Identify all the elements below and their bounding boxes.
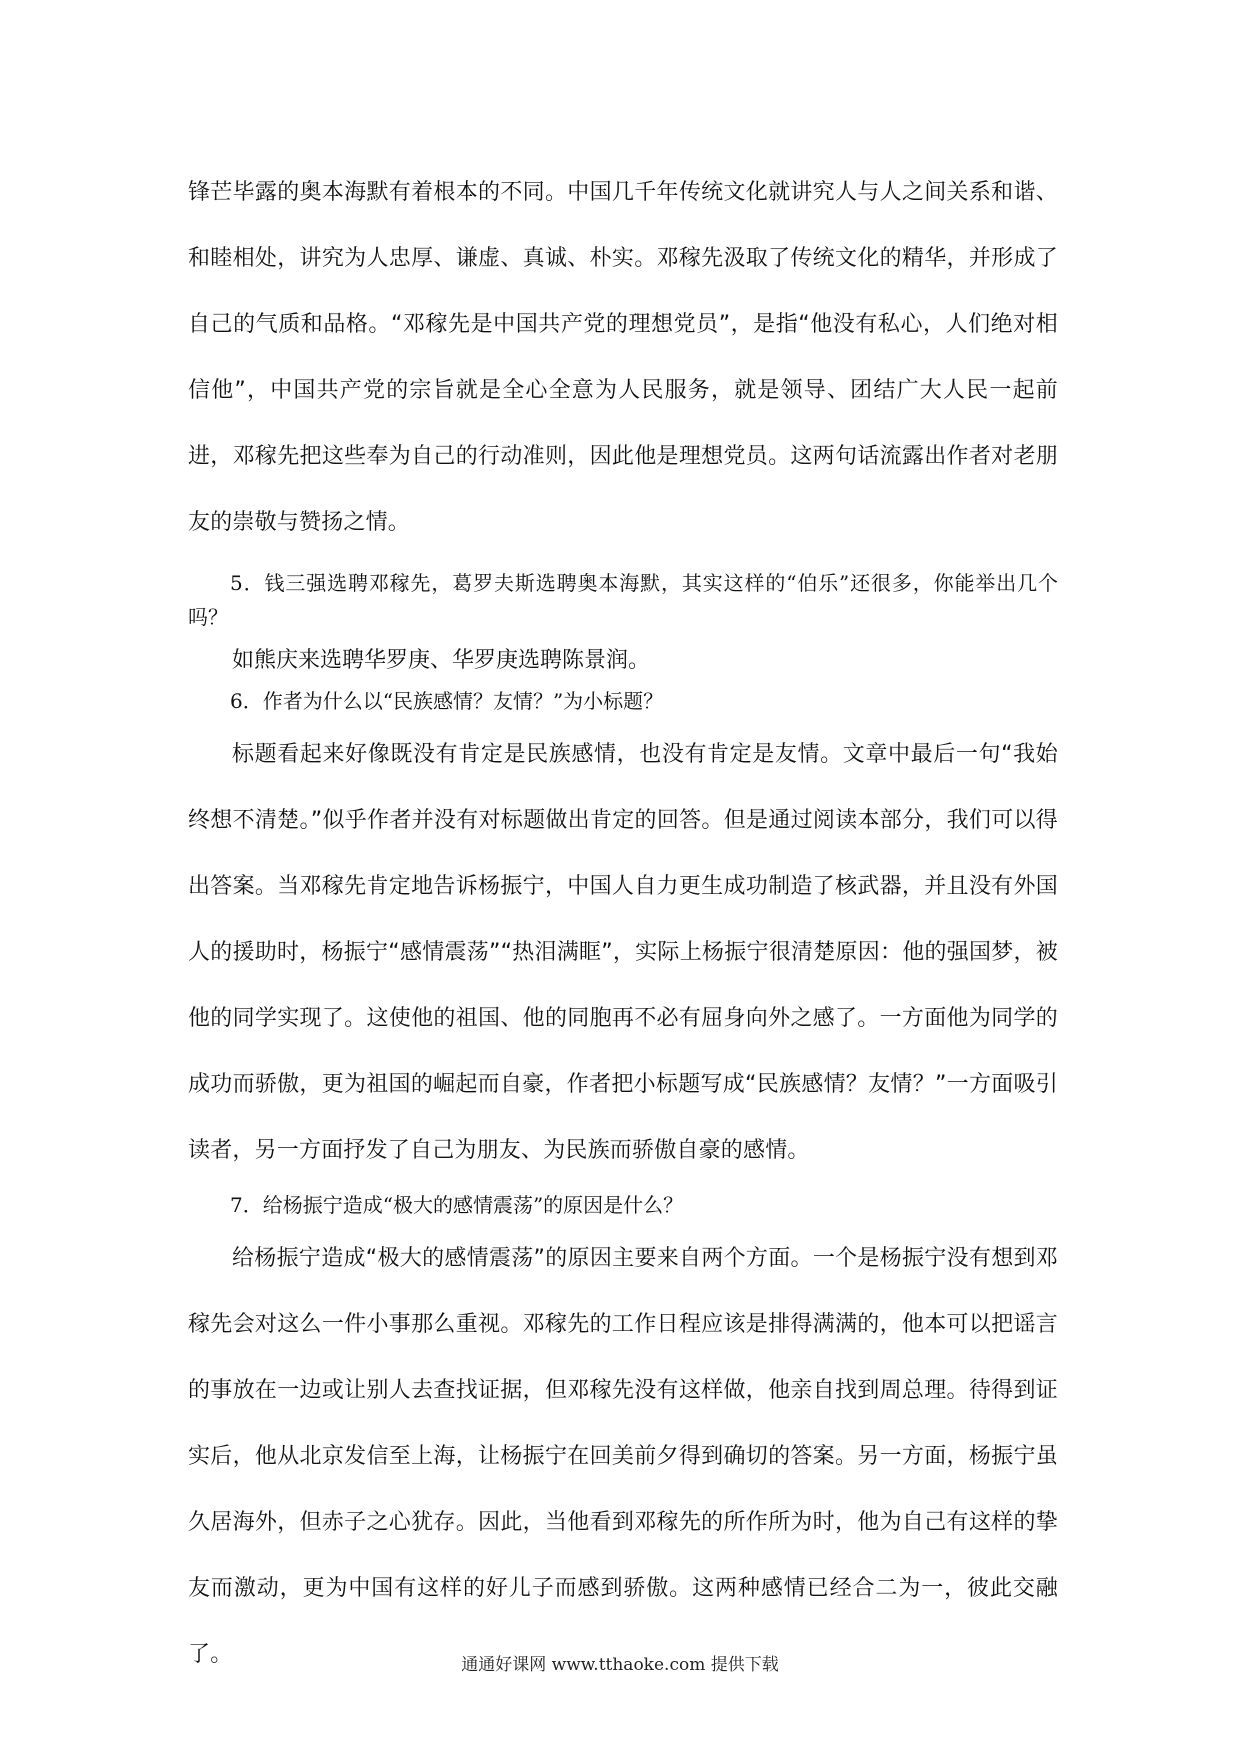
question-7: 7．给杨振宁造成“极大的感情震荡”的原因是什么？ xyxy=(230,1193,684,1217)
answer-5: 如熊庆来选聘华罗庚、华罗庚选聘陈景润。 xyxy=(232,648,651,673)
answer-7: 给杨振宁造成“极大的感情震荡”的原因主要来自两个方面。一个是杨振宁没有想到邓稼先会对这么一件小事那么重视。邓稼先的工作日程应该是排得满满的，他本可以把谣言的事放在一边或让别人去查找证据，但邓稼先没有这样做，他亲自找到周总理。待得到证实后，他从北京发信至上海，让杨振宁在回美前夕得到确切的答案。另一方面，杨振宁虽久居海外，但赤子之心犹存。因此，当他看到邓稼先的所作所为时，他为自己有这样的挚友而激动，更为中国有这样的好儿子而感到骄傲。这两种感情已经合二为一，彼此交融了。 xyxy=(188,1246,1058,1667)
page-footer: 通通好课网 www.tthaoke.com 提供下载 xyxy=(461,1655,779,1675)
answer-6: 标题看起来好像既没有肯定是民族感情，也没有肯定是友情。文章中最后一句“我始终想不清楚。”似乎作者并没有对标题做出肯定的回答。但是通过阅读本部分，我们可以得出答案。当邓稼先肯定地告诉杨振宁，中国人自力更生成功制造了核武器，并且没有外国人的援助时，杨振宁“感情震荡”“热泪满眶”，实际上杨振宁很清楚原因：他的强国梦，被他的同学实现了。这使他的祖国、他的同胞再不必有屈身向外之感了。一方面他为同学的成功而骄傲，更为祖国的崛起而自豪，作者把小标题写成“民族感情？友情？”一方面吸引读者，另一方面抒发了自己为朋友、为民族而骄傲自豪的感情。 xyxy=(188,742,1058,1163)
paragraph-continuation: 锋芒毕露的奥本海默有着根本的不同。中国几千年传统文化就讲究人与人之间关系和谐、和睦相处，讲究为人忠厚、谦虚、真诚、朴实。邓稼先汲取了传统文化的精华，并形成了自己的气质和品格。“邓稼先是中国共产党的理想党员”，是指“他没有私心，人们绝对相信他”，中国共产党的宗旨就是全心全意为人民服务，就是领导、团结广大人民一起前进，邓稼先把这些奉为自己的行动准则，因此他是理想党员。这两句话流露出作者对老朋友的崇敬与赞扬之情。 xyxy=(188,180,1058,535)
document-body xyxy=(188,160,1058,1688)
question-5: 5．钱三强选聘邓稼先，葛罗夫斯选聘奥本海默，其实这样的“伯乐”还很多，你能举出几个吗？ xyxy=(188,571,1058,629)
question-6: 6．作者为什么以“民族感情？友情？”为小标题？ xyxy=(230,689,664,713)
